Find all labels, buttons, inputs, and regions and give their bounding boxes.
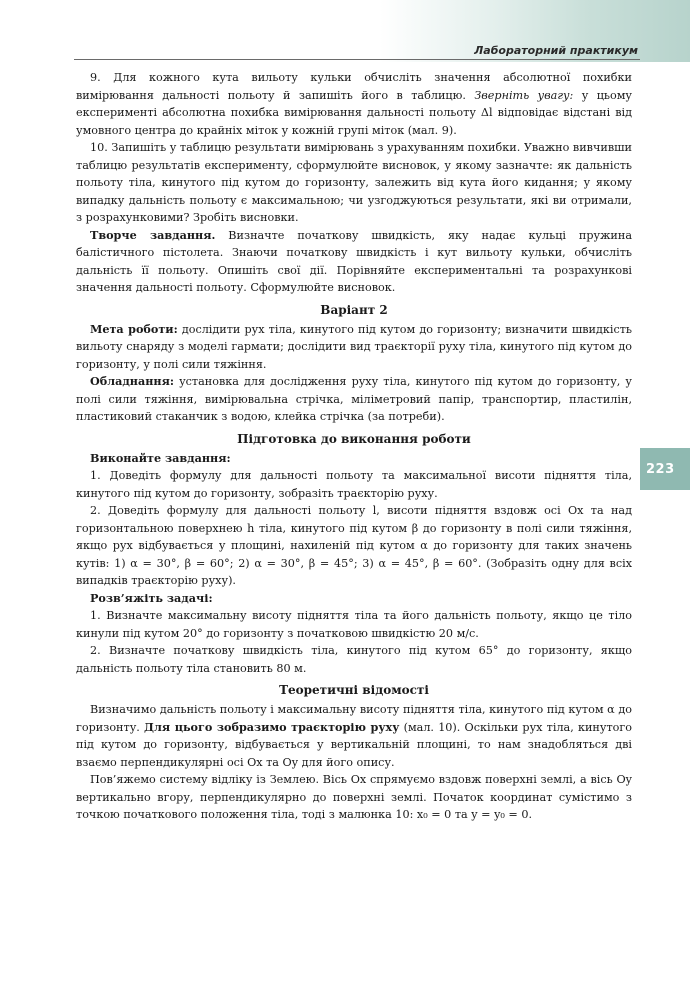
step-9-note-label: Зверніть увагу: <box>474 88 574 102</box>
step-9-note-text: у цьому експерименті абсолютна похибка вимірювання дальності польоту Δl відповідає відстані від умовного центра до крайніх міток у кожній групі міток (мал. 9). <box>76 88 633 137</box>
step-9-text: 9. Для кожного кута вильоту кульки обчисліть значення абсолютної похибки вимірювання дальності польоту й запишіть його в таблицю. <box>76 71 632 102</box>
heading-theory: Теоретичні відомості <box>279 683 429 697</box>
paragraph-goal <box>76 321 632 374</box>
page-content <box>76 69 632 824</box>
creative-task-label: Творче завдання. <box>90 227 216 242</box>
heading-variant-2: Варіант 2 <box>320 302 388 317</box>
equipment-text: установка для дослідження руху тіла, кинутого під кутом до горизонту, у полі сили тяжіння, вимірювальна стрічка, міліметровий папір, транспортир, пластилін, пластиковий стаканчик з водою, клейка стрічка (за потреби). <box>76 375 632 423</box>
problem-2: 2. Визначте початкову швидкість тіла, кинутого під кутом 65° до горизонту, якщо дальність польоту тіла становить 80 м. <box>76 644 632 675</box>
task-1: 1. Доведіть формулу для дальності польоту та максимальної висоти підняття тіла, кинутого під кутом до горизонту, зобразіть траєкторію руху. <box>76 469 632 500</box>
heading-preparation: Підготовка до виконання роботи <box>237 431 471 446</box>
theory-p1-part-c: (мал. 10). Оскільки рух тіла, кинутого під кутом до горизонту, відбувається у вертикальній площині, то нам знадобляться дві взаємо перпендикулярні осі Ox та Oy для його опису. <box>76 720 632 769</box>
theory-paragraph-1 <box>76 701 632 771</box>
equipment-label: Обладнання: <box>90 374 175 388</box>
running-header-title: Лабораторний практикум <box>474 44 638 57</box>
paragraph-creative-task <box>76 227 632 297</box>
problem-1: 1. Визначте максимальну висоту підняття тіла та його дальність польоту, якщо це тіло кинули під кутом 20° до горизонту з початковою швидкістю 20 м/с. <box>76 609 632 640</box>
header-divider <box>74 59 640 60</box>
goal-text: дослідити рух тіла, кинутого під кутом до горизонту; визначити швидкість вильоту снаряду з моделі гармати; дослідити вид траєкторії руху тіла, кинутого під кутом до горизонту, у полі сили тяжіння. <box>76 322 632 371</box>
theory-p1-part-a: Визначимо дальність польоту і максимальну висоту підняття тіла, кинутого під кутом α до горизонту. <box>76 703 632 734</box>
tasks-label: Виконайте завдання: <box>90 450 231 465</box>
task-2: 2. Доведіть формулу для дальності польоту l, висоти підняття вздовж осі Ox та над горизонтальною поверхнею h тіла, кинутого під кутом β до горизонту в полі сили тяжіння, якщо рух відбувається у площині, нахиленій під кутом α до горизонту для таких значень кутів: 1) α = 30°, β = 60°; 2) α = 30°, β = 45°; 3) α = 45°, β = 60°. (Зобразіть одну для всіх випадків траєкторію руху). <box>76 504 632 587</box>
goal-label: Мета роботи: <box>90 321 178 336</box>
theory-paragraph-2: Пов’яжемо систему відліку із Землею. Вісь Ox спрямуємо вздовж поверхні землі, а вісь Oy вертикально вгору, перпендикулярно до поверхні землі. Початок координат сумістимо з точкою початкового положення тіла, тоді з малюнка 10: x₀ = 0 та y = y₀ = 0. <box>76 773 632 821</box>
paragraph-step-9 <box>76 69 632 139</box>
creative-task-text: Визначте початкову швидкість, яку надає кульці пружина балістичного пістолета. Знаючи початкову швидкість і кут вильоту кульки, обчисліть дальність її польоту. Опишіть свої дії. Порівняйте експериментальні та розрахункові значення дальності польоту. Сформулюйте висновок. <box>76 228 632 294</box>
paragraph-step-10: 10. Запишіть у таблицю результати вимірювань з урахуванням похибки. Уважно вивчивши таблицю результатів експерименту, сформулюйте висновок, у якому зазначте: як дальність польоту тіла, кинутого під кутом до горизонту, залежить від кута його кидання; у якому випадку дальність польоту є максимальною; чи узгоджуються результати, які ви отримали, з розрахунковими? Зробіть висновки. <box>76 141 632 224</box>
page-number: 223 <box>646 462 675 477</box>
problems-label: Розв’яжіть задачі: <box>90 590 213 605</box>
theory-p1-part-b: Для цього зобразимо траєкторію руху <box>144 719 400 734</box>
paragraph-equipment <box>76 373 632 426</box>
